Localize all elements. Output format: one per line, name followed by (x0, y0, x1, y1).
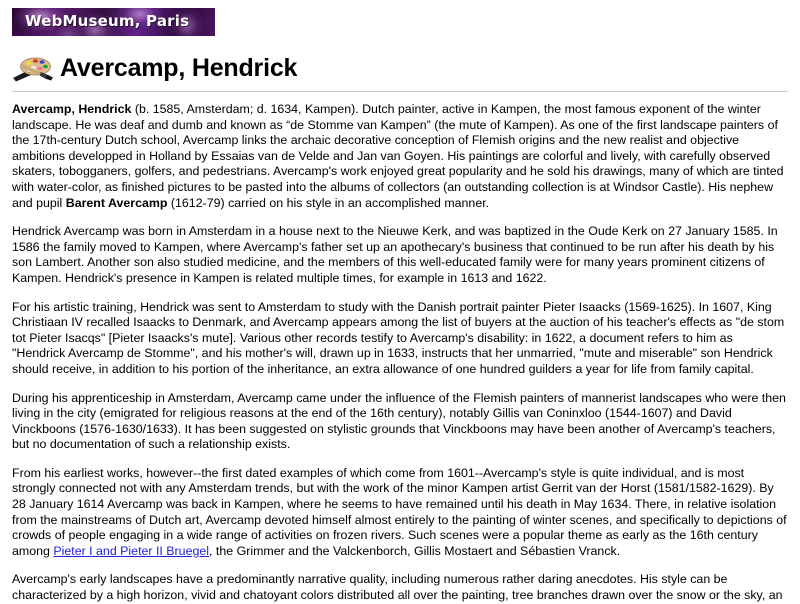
paragraph-4: During his apprenticeship in Amsterdam, Avercamp came under the influence of the Flemish painters of mannerist landscapes who were then living in the city (emigrated for religious reasons at the end of the 16th century), notably Gillis van Coninxloo (1544-1607) and David Vinckboons (1576-1630/1633). It has been suggested on stylistic grounds that Vinckboons may have been another of Avercamp's teachers, but no documentation of such a relationship exists. (12, 390, 786, 452)
article-body (12, 102, 788, 604)
paragraph-5-text-after: , the Grimmer and the Valckenborch, Gillis Mostaert and Sébastien Vranck. (209, 543, 621, 558)
header-divider (12, 91, 788, 92)
site-banner[interactable] (12, 8, 215, 36)
page-title: Avercamp, Hendrick (60, 54, 298, 83)
paragraph-5 (12, 466, 788, 560)
paragraph-6: Avercamp's early landscapes have a predominantly narrative quality, including numerous rather daring anecdotes. His style can be characterized by a high horizon, vivid and chatoyant colors distributed all over the painting, tree branches drawn over the snow or the sky, an (12, 572, 783, 603)
paragraph-3: For his artistic training, Hendrick was sent to Amsterdam to study with the Danish portrait painter Pieter Isaacks (1569-1625). In 1607, King Christiaan IV recalled Isaacks to Denmark, and Avercamp appears among the list of buyers at the auction of his teacher's effects as "de stom tot Pieter Isacqs" [Pieter Isaacks's mute]. Various other records testify to Avercamp's disability: in 1622, a document refers to him as "Hendrick Avercamp de Stomme", and his mother's will, drawn up in 1633, instructs that her unmarried, "mute and miserable" son Hendrick should receive, in addition to his portion of the inheritance, an extra allowance of one hundred guilders a year for life from family capital. (12, 299, 785, 376)
site-banner-title: WebMuseum, Paris (25, 12, 190, 30)
bruegel-link[interactable]: Pieter I and Pieter II Bruegel (53, 543, 210, 558)
artist-name-bold: Avercamp, Hendrick (12, 102, 132, 116)
paragraph-2: Hendrick Avercamp was born in Amsterdam in a house next to the Nieuwe Kerk, and was baptized in the Oude Kerk on 27 January 1585. In 1586 the family moved to Kampen, where Avercamp's father set up an apothecary's business that continued to be run after his death by his son Lambert. Another son also studied medicine, and the members of this well-educated family were for many years prominent citizens of Kampen. Hendrick's presence in Kampen is related multiple times, for example in 1613 and 1622. (12, 224, 778, 285)
paragraph-1-text: (b. 1585, Amsterdam; d. 1634, Kampen). Dutch painter, active in Kampen, the most famous exponent of the winter landscape. He was deaf and dumb and known as “de Stomme van Kampen” (the mute of Kampen). As one of the first landscape painters of the 17th-century Dutch school, Avercamp links the archaic decorative conception of Flemish origins and the new realist and objective ambitions developped in Holland by Essaias van de Velde and Jan van Goyen. His paintings are colorful and lively, with carefully observed skaters, tobogganers, golfers, and pedestrians. Avercamp's work enjoyed great popularity and he sold his drawings, many of which are tinted with water-color, as finished pictures to be pasted into the albums of collectors (an outstanding collection is at Windsor Castle). His nephew and pupil (12, 102, 784, 210)
palette-icon (12, 53, 54, 85)
paragraph-1 (12, 102, 788, 211)
barent-avercamp-bold: Barent Avercamp (65, 195, 168, 210)
paragraph-5-text-before: From his earliest works, however--the first dated examples of which come from 1601--Avercamp's style is quite individual, and is most strongly connected not with any Amsterdam trends, but with the work of the minor Kampen artist Gerrit van der Horst (1581/1582-1629). By 28 January 1614 Avercamp was back in Kampen, where he seems to have remained until his death in May 1634. There, in relative isolation from the mainstreams of Dutch art, Avercamp devoted himself almost entirely to the painting of winter scenes, and specifically to depictions of crowds of people engaging in a wide range of activities on frozen rivers. Such scenes were a popular theme as early as the 16th century among (12, 465, 787, 558)
page-heading (12, 53, 788, 85)
paragraph-1-text-after: (1612-79) carried on his style in an accomplished manner. (167, 195, 490, 210)
